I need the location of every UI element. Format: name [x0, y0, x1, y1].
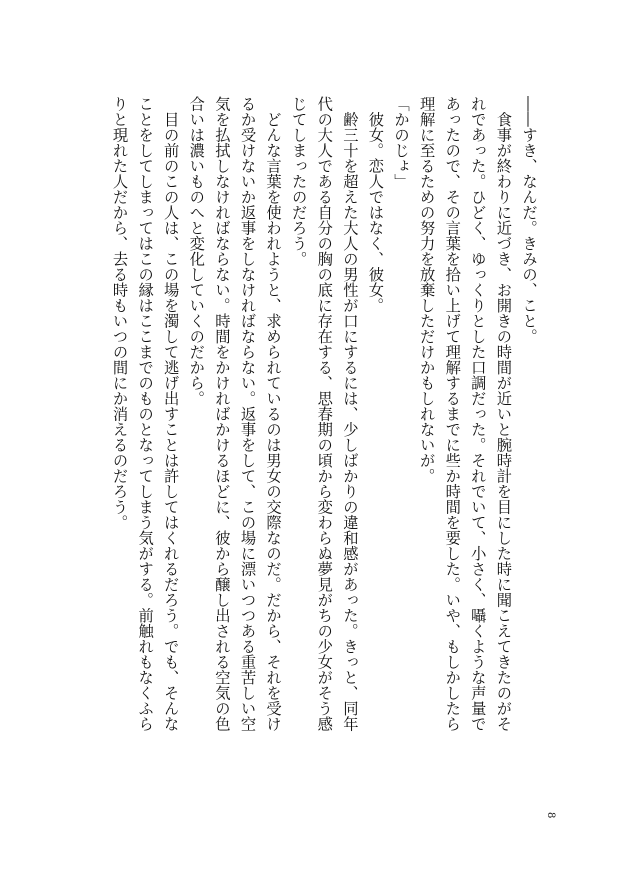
text-line: るか受けないか返事をしなければならない。返事をして、この場に漂いつつある重苦しい空 [238, 96, 257, 732]
text-line: 気を払拭しなければならない。時間をかければかけるほどに、彼から醸し出される空気の色 [212, 96, 231, 732]
text-line: 「かのじょ」 [392, 96, 411, 189]
text-line: 齢三十を超えた大人の男性が口にするには、少しばかりの違和感があった。きっと、同年 [340, 96, 359, 732]
text-line: じてしまったのだろう。 [289, 96, 308, 267]
vertical-text-body [106, 96, 541, 732]
text-line: 合いは濃いものへと変化していくのだから。 [187, 96, 206, 406]
text-line: 代の大人である自分の胸の底に存在する、思春期の頃から変わらぬ夢見がちの少女がそう感 [315, 96, 334, 732]
page-number: 8 [545, 812, 556, 819]
text-line: 食事が終わりに近づき、お開きの時間が近いと腕時計を目にした時に聞こえてきたのがそ [494, 96, 513, 732]
text-line: りと現れた人だから、去る時もいつの間にか消えるのだろう。 [110, 96, 129, 530]
text-line: れであった。ひどく、ゆっくりとした口調だった。それでいて、小さく、囁くような声量で [468, 96, 487, 732]
text-line: 理解に至るための努力を放棄しただけかもしれないが。 [417, 96, 436, 484]
text-line: 彼女。恋人ではなく、彼女。 [366, 96, 385, 313]
text-line: ――すき、なんだ。きみの、こと。 [520, 96, 538, 344]
text-line: ことをしてしまってはこの縁はここまでのものとなってしまう気がする。前触れもなくふら [136, 96, 155, 732]
text-line: あったので、その言葉を拾い上げて理解するまでに些か時間を要した。いや、もしかしたら [443, 96, 462, 732]
text-line: 目の前のこの人は、この場を濁して逃げ出すことは許してはくれるだろう。でも、そんな [161, 96, 180, 732]
text-line: どんな言葉を使われようと、求められているのは男女の交際なのだ。だから、それを受け [264, 96, 283, 732]
